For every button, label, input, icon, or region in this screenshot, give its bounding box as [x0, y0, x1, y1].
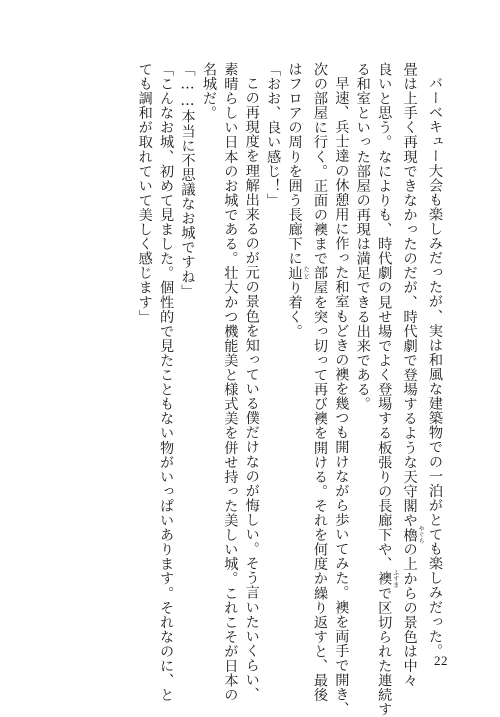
text-line-8: 「おお、良い感じ！」 — [265, 62, 282, 208]
text-line-2: 畳は上手く再現できなかったのだが、時代劇で登場するような天守閣や櫓 やぐらの上からの景色は中々 — [401, 62, 425, 688]
text-line-3: 良いと思う。なによりも、時代劇の見せ場でよく登場する板張りの長廊下や、襖 ふすまで区切られた連続す — [376, 62, 399, 717]
text-line-4: る和室といった部屋の再現は満足できる出来である。 — [354, 62, 371, 412]
text-line-1: バーベキュー大会も楽しみだったが、実は和風な建築物での一泊がとても楽しみだった。 — [427, 76, 443, 659]
text-line-10: 素晴らしい日本のお城である。壮大かつ機能美と様式美を併せ持った美しい城。これこそが日本の — [222, 62, 239, 703]
text-line-12: 「……本当に不思議なお城ですね」 — [179, 62, 196, 299]
text-line-7: はフロアの周りを囲う長廊下に辿 たどり着く。 — [286, 62, 310, 339]
text-line-11: 名城だ。 — [200, 62, 217, 121]
ruby-yagura: 櫓 やぐら — [401, 525, 425, 544]
text-line-13: 「こんなお城、初めて見ました。個性的で見たこともない物がいっぱいあります。それなのに、と — [158, 62, 175, 703]
text-line-6: 次の部屋に行く。正面の襖まで部屋を突っ切って再び襖を開ける。それを何度か繰り返すと、最後 — [311, 62, 328, 703]
text-line-14: ても調和が取れていて美しく感じます」 — [136, 62, 153, 324]
page-number: 22 — [434, 653, 448, 668]
ruby-tado: 辿 たど — [286, 265, 310, 281]
text-line-5: 早速、兵士達の休憩用に作った和室もどきの襖を幾つも開けながら歩いてみた。襖を両手で開き、 — [333, 76, 350, 717]
ruby-fusuma: 襖 ふすま — [376, 569, 399, 588]
text-line-9: この再現度を理解出来るのが元の景色を知っている僕だけなのが悔しい。そう言いたいくらい、 — [243, 76, 260, 702]
